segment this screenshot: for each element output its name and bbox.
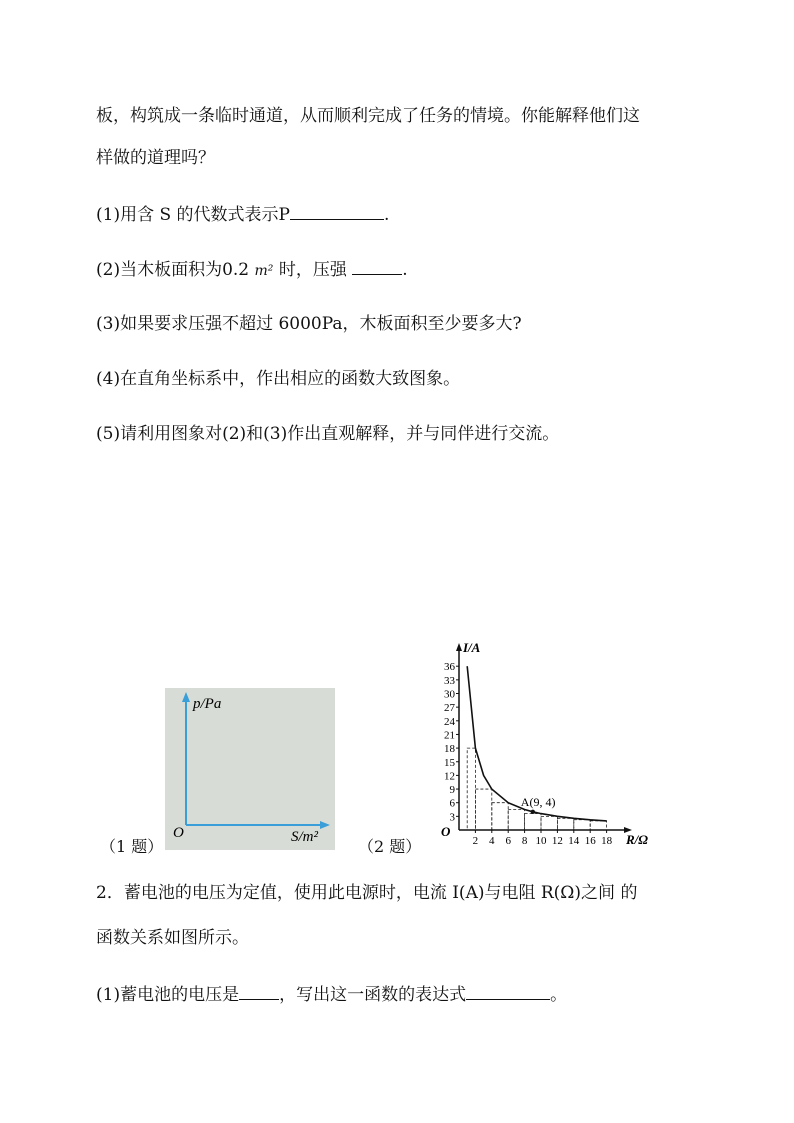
grid-rect — [590, 821, 606, 830]
q1-line-b: 样做的道理吗？ — [96, 148, 215, 168]
x-axis-label: R/Ω — [626, 832, 648, 847]
figure1-axes — [165, 688, 335, 850]
figure2-caption: （2 题） — [358, 837, 422, 856]
figure1-svg — [165, 688, 335, 850]
y-tick-label: 18 — [444, 743, 455, 756]
x-tick-label: 16 — [584, 835, 596, 847]
q1-sub2-end: . — [402, 260, 408, 280]
point-a-label: A(9, 4) — [520, 794, 556, 809]
x-tick-label: 10 — [535, 835, 547, 847]
x-tick-label: 4 — [489, 835, 495, 847]
q1-sub2 — [96, 259, 408, 281]
x-tick-label: 18 — [601, 835, 613, 847]
q1-sub2-unit: m² — [254, 263, 274, 279]
x-tick-label: 14 — [568, 835, 580, 847]
q1-sub2-text: (2)当木板面积为0.2 — [96, 260, 255, 280]
y-axis-arrow — [182, 692, 190, 702]
grid-rect — [557, 818, 573, 830]
x-tick-label: 12 — [551, 835, 563, 847]
q1-sub1-end: . — [383, 205, 390, 225]
origin-label: O — [441, 824, 451, 839]
y-tick-label: 15 — [444, 756, 455, 769]
q2-sub1 — [96, 984, 567, 1005]
q1-sub5: (5)请利用图象对(2)和(3)作出直观解释，并与同伴进行交流。 — [96, 424, 560, 444]
q1-sub4: (4)在直角坐标系中，作出相应的函数大致图象。 — [96, 369, 461, 389]
origin-label: O — [173, 825, 184, 841]
y-tick-label: 12 — [444, 770, 455, 783]
q1-sub1-text: (1)用含 S 的代数式表示P — [96, 205, 290, 225]
grid-rect — [541, 816, 557, 830]
q2-sub1-mid: ，写出这一函数的表达式 — [279, 985, 467, 1005]
point-a — [531, 810, 535, 814]
answer-blank[interactable] — [239, 984, 279, 1000]
q1-line-a: 板，构筑成一条临时通道，从而顺利完成了任务的情境。你能解释他们这 — [96, 106, 640, 126]
q1-sub3: (3)如果要求压强不超过 6000Pa，木板面积至少要多大? — [96, 314, 522, 334]
y-tick-label: 21 — [444, 729, 455, 742]
x-axis-arrow — [320, 821, 330, 829]
y-tick-label: 9 — [449, 784, 455, 797]
y-tick-label: 30 — [444, 688, 455, 701]
x-tick-label: 8 — [521, 835, 528, 847]
y-tick-label: 36 — [444, 661, 455, 674]
answer-blank[interactable] — [290, 204, 384, 220]
y-tick-label: 33 — [444, 674, 455, 687]
y-tick-label: 6 — [449, 797, 455, 810]
x-axis-label: S/m² — [291, 829, 318, 845]
answer-blank[interactable] — [352, 259, 402, 275]
y-tick-label: 27 — [444, 702, 455, 715]
q1-sub1 — [96, 204, 389, 225]
figure2-chart — [432, 640, 662, 854]
q2-line-a: 2．蓄电池的电压为定值，使用此电源时，电流 I(A)与电阻 R(Ω)之间 的 — [96, 883, 638, 903]
y-axis-label: p/Pa — [193, 696, 222, 712]
grid-rect — [525, 814, 541, 830]
grid-rect — [467, 748, 475, 830]
q2-sub1-text: (1)蓄电池的电压是 — [96, 985, 240, 1005]
y-axis-label: I/A — [463, 640, 481, 655]
grid-rect — [574, 820, 590, 830]
q2-line-b: 函数关系如图所示。 — [96, 928, 249, 948]
x-tick-label: 2 — [472, 835, 479, 847]
y-tick-label: 3 — [449, 811, 455, 824]
grid-rect — [508, 810, 524, 830]
q1-sub2-post: 时，压强 — [273, 260, 353, 280]
q2-sub1-end: 。 — [550, 985, 568, 1005]
answer-blank[interactable] — [466, 984, 550, 1000]
grid-rect — [492, 803, 508, 830]
grid-rect — [475, 789, 491, 830]
y-tick-label: 24 — [444, 715, 455, 728]
figure1-caption: （1 题） — [100, 837, 164, 856]
y-axis-arrow — [456, 643, 462, 651]
figure2-svg — [432, 640, 662, 850]
x-tick-label: 6 — [505, 835, 511, 847]
